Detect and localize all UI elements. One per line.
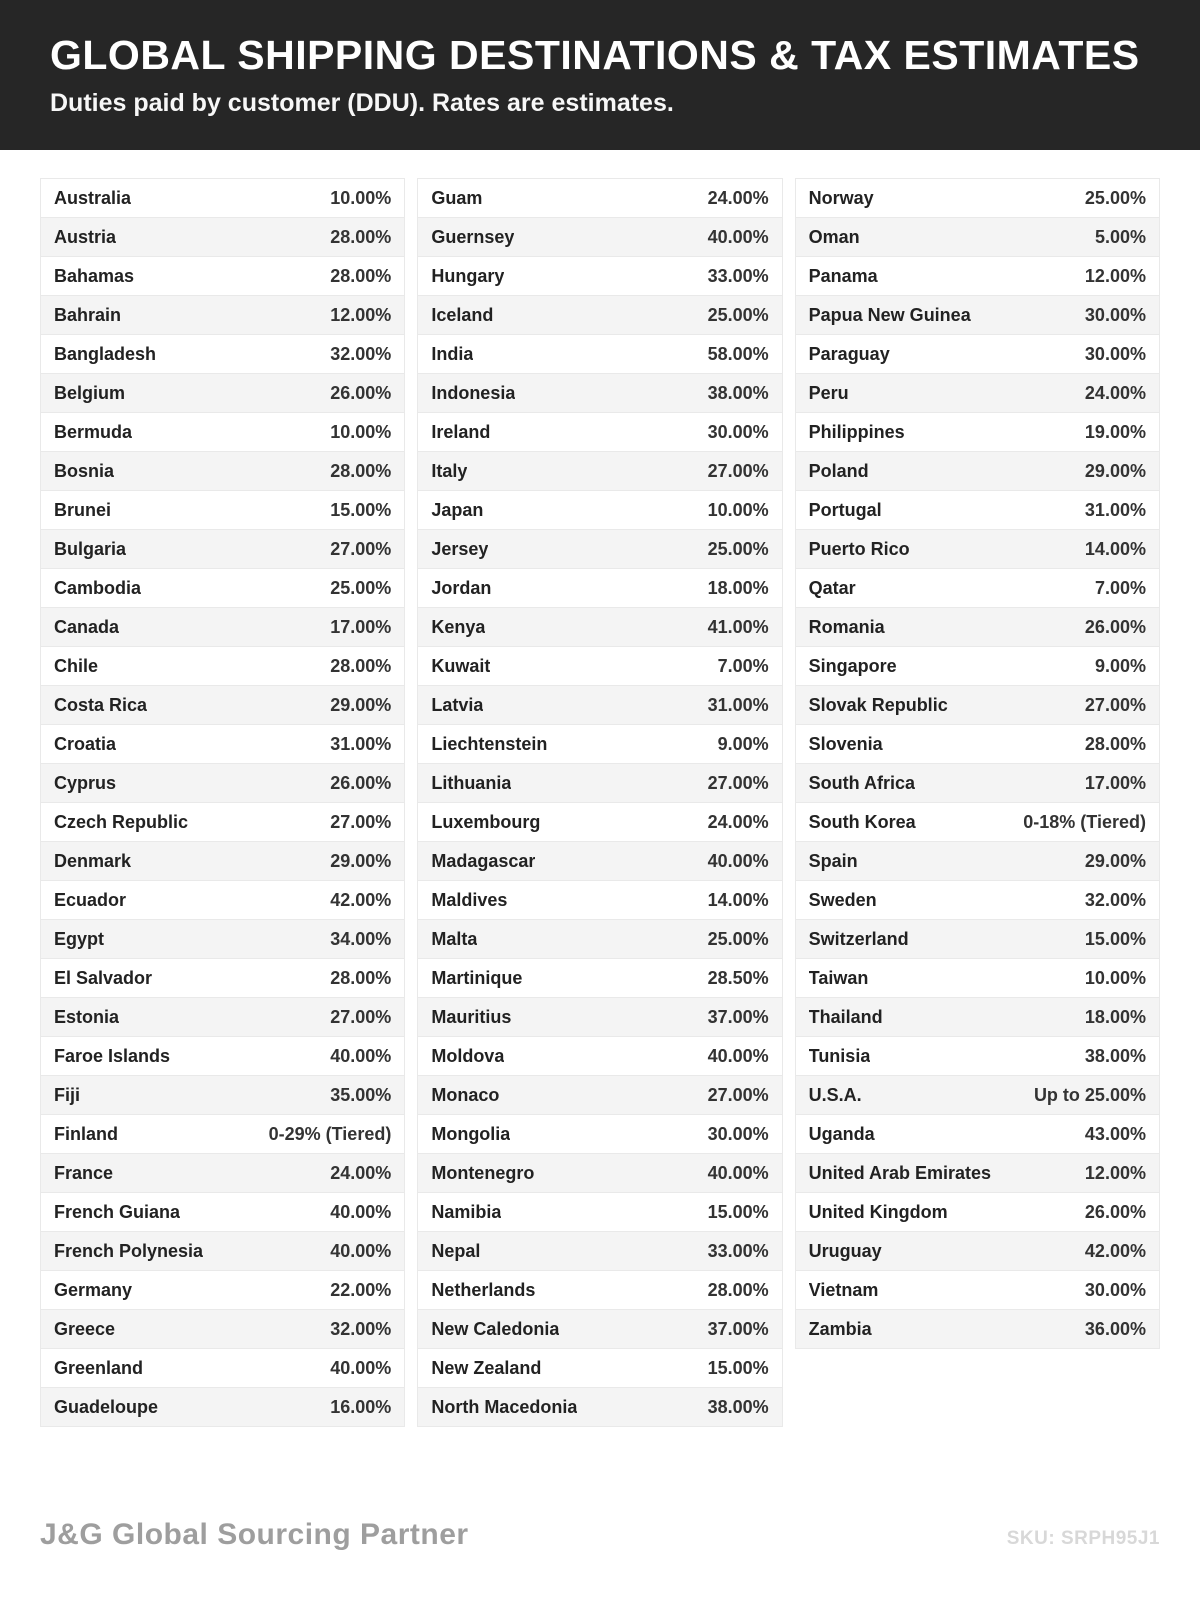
country-name: Uganda bbox=[808, 1123, 875, 1144]
country-name: Namibia bbox=[431, 1201, 502, 1222]
table-row bbox=[40, 529, 405, 569]
tax-rate: 38.00% bbox=[707, 1396, 769, 1417]
table-row bbox=[40, 451, 405, 491]
country-name: Norway bbox=[808, 187, 874, 208]
table-row bbox=[795, 1036, 1160, 1076]
table-row bbox=[40, 1075, 405, 1115]
table-row bbox=[795, 880, 1160, 920]
tax-rate: 12.00% bbox=[330, 304, 392, 325]
table-row bbox=[795, 412, 1160, 452]
table-row bbox=[795, 1075, 1160, 1115]
country-name: Luxembourg bbox=[431, 811, 541, 832]
table-row bbox=[40, 607, 405, 647]
table-row bbox=[795, 685, 1160, 725]
table-row bbox=[417, 334, 782, 374]
tax-rate: 31.00% bbox=[330, 733, 392, 754]
tax-rate: 28.00% bbox=[1084, 733, 1146, 754]
country-name: Bahamas bbox=[54, 265, 135, 286]
table-row bbox=[40, 1387, 405, 1427]
table-row bbox=[417, 724, 782, 764]
table-row bbox=[417, 373, 782, 413]
tax-rate: 10.00% bbox=[330, 187, 392, 208]
tax-rate: 27.00% bbox=[707, 460, 769, 481]
tax-rate: 15.00% bbox=[1084, 928, 1146, 949]
tax-rate: 32.00% bbox=[330, 343, 392, 364]
table-row bbox=[40, 490, 405, 530]
country-name: Estonia bbox=[54, 1006, 120, 1027]
country-name: Paraguay bbox=[808, 343, 890, 364]
tax-rate: 26.00% bbox=[330, 382, 392, 403]
tax-rate: 33.00% bbox=[707, 1240, 769, 1261]
table-row bbox=[795, 178, 1160, 218]
table-row bbox=[417, 451, 782, 491]
table-row bbox=[40, 1036, 405, 1076]
country-name: Mongolia bbox=[431, 1123, 511, 1144]
tax-rate: 26.00% bbox=[330, 772, 392, 793]
table-row bbox=[417, 958, 782, 998]
country-name: Romania bbox=[808, 616, 885, 637]
tax-rate: 22.00% bbox=[330, 1279, 392, 1300]
tax-rate: 9.00% bbox=[717, 733, 769, 754]
tax-rate: 28.00% bbox=[707, 1279, 769, 1300]
country-name: United Kingdom bbox=[808, 1201, 948, 1222]
table-row bbox=[795, 1231, 1160, 1271]
country-name: French Polynesia bbox=[54, 1240, 204, 1261]
table-row bbox=[40, 412, 405, 452]
table-row bbox=[40, 256, 405, 296]
country-name: Iceland bbox=[431, 304, 494, 325]
table-row bbox=[417, 997, 782, 1037]
country-name: Sweden bbox=[808, 889, 877, 910]
country-name: Jordan bbox=[431, 577, 492, 598]
tax-rate: 30.00% bbox=[707, 421, 769, 442]
table-row bbox=[795, 802, 1160, 842]
tax-rate: 27.00% bbox=[1084, 694, 1146, 715]
table-row bbox=[40, 373, 405, 413]
tax-rate: 36.00% bbox=[1084, 1318, 1146, 1339]
country-name: Peru bbox=[808, 382, 849, 403]
table-row bbox=[417, 412, 782, 452]
tax-rate: 0-18% (Tiered) bbox=[1023, 811, 1146, 832]
country-name: Switzerland bbox=[808, 928, 909, 949]
table-row bbox=[795, 295, 1160, 335]
tax-rate: 28.00% bbox=[330, 265, 392, 286]
country-name: Papua New Guinea bbox=[808, 304, 971, 325]
tax-rate: 18.00% bbox=[1084, 1006, 1146, 1027]
table-row bbox=[795, 724, 1160, 764]
country-name: North Macedonia bbox=[431, 1396, 578, 1417]
tax-rate: 40.00% bbox=[330, 1240, 392, 1261]
tax-rate: 29.00% bbox=[330, 850, 392, 871]
tax-rate: 14.00% bbox=[1084, 538, 1146, 559]
table-row bbox=[417, 178, 782, 218]
tax-rate: 14.00% bbox=[707, 889, 769, 910]
country-name: Hungary bbox=[431, 265, 505, 286]
tax-rate: 24.00% bbox=[707, 187, 769, 208]
tax-rate: 42.00% bbox=[1084, 1240, 1146, 1261]
rates-table bbox=[40, 178, 1160, 1427]
rates-column-2 bbox=[417, 178, 782, 1427]
country-name: Liechtenstein bbox=[431, 733, 548, 754]
country-name: Kenya bbox=[431, 616, 486, 637]
country-name: Egypt bbox=[54, 928, 105, 949]
table-row bbox=[417, 1270, 782, 1310]
country-name: Guam bbox=[431, 187, 483, 208]
tax-rate: 28.00% bbox=[330, 226, 392, 247]
table-row bbox=[40, 763, 405, 803]
tax-rate: 18.00% bbox=[707, 577, 769, 598]
country-name: Greenland bbox=[54, 1357, 144, 1378]
table-row bbox=[795, 646, 1160, 686]
tax-rate: 28.00% bbox=[330, 967, 392, 988]
table-row bbox=[795, 256, 1160, 296]
table-row bbox=[795, 919, 1160, 959]
table-row bbox=[417, 880, 782, 920]
tax-rate: 0-29% (Tiered) bbox=[268, 1123, 392, 1144]
tax-rate: 15.00% bbox=[330, 499, 392, 520]
table-row bbox=[417, 568, 782, 608]
country-name: Tunisia bbox=[808, 1045, 871, 1066]
tax-rate: 25.00% bbox=[707, 538, 769, 559]
country-name: Denmark bbox=[54, 850, 132, 871]
tax-rate: 12.00% bbox=[1084, 1162, 1146, 1183]
tax-rate: 40.00% bbox=[707, 850, 769, 871]
tax-rate: 31.00% bbox=[707, 694, 769, 715]
table-row bbox=[795, 1309, 1160, 1349]
table-row bbox=[795, 568, 1160, 608]
table-row bbox=[417, 1309, 782, 1349]
table-row bbox=[795, 763, 1160, 803]
tax-rate: 40.00% bbox=[707, 1162, 769, 1183]
table-row bbox=[40, 334, 405, 374]
table-row bbox=[40, 1309, 405, 1349]
country-name: Belgium bbox=[54, 382, 126, 403]
table-row bbox=[417, 763, 782, 803]
tax-rate: 5.00% bbox=[1094, 226, 1146, 247]
tax-rate: 25.00% bbox=[1084, 187, 1146, 208]
table-row bbox=[795, 1153, 1160, 1193]
tax-rate: 12.00% bbox=[1084, 265, 1146, 286]
tax-rate: 26.00% bbox=[1084, 1201, 1146, 1222]
table-row bbox=[417, 1348, 782, 1388]
tax-rate: 15.00% bbox=[707, 1357, 769, 1378]
country-name: Lithuania bbox=[431, 772, 512, 793]
table-row bbox=[795, 217, 1160, 257]
country-name: Mauritius bbox=[431, 1006, 512, 1027]
country-name: Slovak Republic bbox=[808, 694, 948, 715]
tax-rate: 30.00% bbox=[1084, 1279, 1146, 1300]
country-name: Nepal bbox=[431, 1240, 481, 1261]
brand-text: J&G Global Sourcing Partner bbox=[40, 1518, 469, 1551]
tax-rate: 10.00% bbox=[330, 421, 392, 442]
table-row bbox=[417, 841, 782, 881]
tax-rate: 27.00% bbox=[330, 811, 392, 832]
tax-rate: 30.00% bbox=[1084, 304, 1146, 325]
country-name: Chile bbox=[54, 655, 99, 676]
table-row bbox=[40, 841, 405, 881]
table-row bbox=[40, 1270, 405, 1310]
tax-rate: 25.00% bbox=[707, 304, 769, 325]
tax-rate: 42.00% bbox=[330, 889, 392, 910]
country-name: Panama bbox=[808, 265, 878, 286]
country-name: Monaco bbox=[431, 1084, 500, 1105]
table-row bbox=[417, 1192, 782, 1232]
country-name: Czech Republic bbox=[54, 811, 189, 832]
country-name: Ecuador bbox=[54, 889, 127, 910]
rates-column-3 bbox=[795, 178, 1160, 1349]
country-name: Moldova bbox=[431, 1045, 505, 1066]
tax-rate: 27.00% bbox=[330, 1006, 392, 1027]
country-name: Germany bbox=[54, 1279, 133, 1300]
table-row bbox=[417, 685, 782, 725]
country-name: El Salvador bbox=[54, 967, 153, 988]
country-name: Vietnam bbox=[808, 1279, 879, 1300]
country-name: Singapore bbox=[808, 655, 897, 676]
tax-rate: 17.00% bbox=[330, 616, 392, 637]
table-row bbox=[417, 802, 782, 842]
country-name: Zambia bbox=[808, 1318, 872, 1339]
table-row bbox=[795, 997, 1160, 1037]
rates-column-1 bbox=[40, 178, 405, 1427]
country-name: Netherlands bbox=[431, 1279, 536, 1300]
table-row bbox=[40, 997, 405, 1037]
footer bbox=[40, 1518, 1160, 1552]
tax-rate: 38.00% bbox=[1084, 1045, 1146, 1066]
country-name: Fiji bbox=[54, 1084, 80, 1105]
tax-rate: 17.00% bbox=[1084, 772, 1146, 793]
country-name: Australia bbox=[54, 187, 132, 208]
tax-rate: 25.00% bbox=[330, 577, 392, 598]
tax-rate: 37.00% bbox=[707, 1318, 769, 1339]
country-name: South Africa bbox=[808, 772, 915, 793]
tax-rate: 27.00% bbox=[707, 772, 769, 793]
country-name: Maldives bbox=[431, 889, 508, 910]
tax-rate: 40.00% bbox=[707, 1045, 769, 1066]
country-name: India bbox=[431, 343, 474, 364]
country-name: Japan bbox=[431, 499, 484, 520]
country-name: Oman bbox=[808, 226, 860, 247]
country-name: New Zealand bbox=[431, 1357, 542, 1378]
table-row bbox=[417, 490, 782, 530]
country-name: Malta bbox=[431, 928, 478, 949]
country-name: Philippines bbox=[808, 421, 905, 442]
country-name: New Caledonia bbox=[431, 1318, 560, 1339]
table-row bbox=[40, 295, 405, 335]
table-row bbox=[417, 295, 782, 335]
country-name: Martinique bbox=[431, 967, 523, 988]
tax-rate: 32.00% bbox=[1084, 889, 1146, 910]
tax-rate: 27.00% bbox=[330, 538, 392, 559]
tax-rate: 37.00% bbox=[707, 1006, 769, 1027]
tax-rate: 29.00% bbox=[1084, 850, 1146, 871]
table-row bbox=[417, 1387, 782, 1427]
table-row bbox=[40, 1114, 405, 1154]
table-row bbox=[40, 217, 405, 257]
country-name: Slovenia bbox=[808, 733, 883, 754]
tax-rate: 7.00% bbox=[1094, 577, 1146, 598]
country-name: Indonesia bbox=[431, 382, 516, 403]
table-row bbox=[795, 373, 1160, 413]
table-row bbox=[40, 1231, 405, 1271]
country-name: Jersey bbox=[431, 538, 489, 559]
country-name: Montenegro bbox=[431, 1162, 535, 1183]
table-row bbox=[795, 607, 1160, 647]
table-row bbox=[40, 958, 405, 998]
table-row bbox=[40, 1153, 405, 1193]
tax-rate: 9.00% bbox=[1094, 655, 1146, 676]
table-row bbox=[417, 646, 782, 686]
table-row bbox=[417, 1075, 782, 1115]
country-name: United Arab Emirates bbox=[808, 1162, 992, 1183]
country-name: France bbox=[54, 1162, 114, 1183]
country-name: Brunei bbox=[54, 499, 112, 520]
table-row bbox=[417, 607, 782, 647]
tax-rate: 33.00% bbox=[707, 265, 769, 286]
table-row bbox=[417, 217, 782, 257]
tax-rate: 10.00% bbox=[1084, 967, 1146, 988]
tax-rate: 40.00% bbox=[330, 1045, 392, 1066]
country-name: Guadeloupe bbox=[54, 1396, 159, 1417]
tax-rate: 24.00% bbox=[707, 811, 769, 832]
country-name: Faroe Islands bbox=[54, 1045, 171, 1066]
table-row bbox=[795, 958, 1160, 998]
tax-rate: 16.00% bbox=[330, 1396, 392, 1417]
tax-rate: 26.00% bbox=[1084, 616, 1146, 637]
country-name: Bosnia bbox=[54, 460, 115, 481]
table-row bbox=[795, 1270, 1160, 1310]
tax-rate: 43.00% bbox=[1084, 1123, 1146, 1144]
table-row bbox=[40, 919, 405, 959]
table-row bbox=[40, 568, 405, 608]
tax-rate: 24.00% bbox=[1084, 382, 1146, 403]
table-row bbox=[417, 919, 782, 959]
tax-rate: 40.00% bbox=[707, 226, 769, 247]
country-name: Kuwait bbox=[431, 655, 491, 676]
country-name: Croatia bbox=[54, 733, 117, 754]
table-row bbox=[795, 841, 1160, 881]
country-name: French Guiana bbox=[54, 1201, 181, 1222]
country-name: Austria bbox=[54, 226, 117, 247]
country-name: Thailand bbox=[808, 1006, 883, 1027]
tax-rate: 28.00% bbox=[330, 460, 392, 481]
tax-rate: 58.00% bbox=[707, 343, 769, 364]
country-name: Guernsey bbox=[431, 226, 515, 247]
country-name: South Korea bbox=[808, 811, 916, 832]
table-row bbox=[40, 1192, 405, 1232]
tax-rate: 30.00% bbox=[1084, 343, 1146, 364]
country-name: Latvia bbox=[431, 694, 484, 715]
table-row bbox=[795, 490, 1160, 530]
table-row bbox=[40, 880, 405, 920]
table-row bbox=[795, 529, 1160, 569]
country-name: Greece bbox=[54, 1318, 116, 1339]
country-name: Costa Rica bbox=[54, 694, 148, 715]
tax-rate: 19.00% bbox=[1084, 421, 1146, 442]
tax-rate: 28.50% bbox=[707, 967, 769, 988]
tax-rate: 10.00% bbox=[707, 499, 769, 520]
tax-rate: 32.00% bbox=[330, 1318, 392, 1339]
table-row bbox=[795, 1192, 1160, 1232]
tax-rate: 38.00% bbox=[707, 382, 769, 403]
table-row bbox=[40, 1348, 405, 1388]
country-name: Spain bbox=[808, 850, 858, 871]
country-name: Portugal bbox=[808, 499, 882, 520]
country-name: Bermuda bbox=[54, 421, 133, 442]
country-name: Poland bbox=[808, 460, 869, 481]
country-name: Cambodia bbox=[54, 577, 142, 598]
tax-rate: 7.00% bbox=[717, 655, 769, 676]
country-name: Taiwan bbox=[808, 967, 869, 988]
country-name: Madagascar bbox=[431, 850, 536, 871]
country-name: Finland bbox=[54, 1123, 118, 1144]
table-row bbox=[795, 1114, 1160, 1154]
tax-rate: 41.00% bbox=[707, 616, 769, 637]
table-row bbox=[417, 529, 782, 569]
header bbox=[0, 0, 1200, 150]
page-subtitle: Duties paid by customer (DDU). Rates are estimates. bbox=[50, 89, 674, 117]
tax-rate: 29.00% bbox=[1084, 460, 1146, 481]
tax-rate: 40.00% bbox=[330, 1201, 392, 1222]
country-name: Bangladesh bbox=[54, 343, 157, 364]
country-name: Italy bbox=[431, 460, 468, 481]
country-name: Bulgaria bbox=[54, 538, 127, 559]
tax-rate: 29.00% bbox=[330, 694, 392, 715]
tax-rate: 31.00% bbox=[1084, 499, 1146, 520]
tax-rate: 25.00% bbox=[707, 928, 769, 949]
table-row bbox=[795, 334, 1160, 374]
tax-rate: 35.00% bbox=[330, 1084, 392, 1105]
table-row bbox=[40, 724, 405, 764]
country-name: Cyprus bbox=[54, 772, 117, 793]
table-row bbox=[417, 256, 782, 296]
country-name: U.S.A. bbox=[808, 1084, 862, 1105]
table-row bbox=[417, 1153, 782, 1193]
sku-text: SKU: SRPH95J1 bbox=[1006, 1528, 1160, 1549]
table-row bbox=[40, 646, 405, 686]
table-row bbox=[417, 1036, 782, 1076]
tax-rate: Up to 25.00% bbox=[1033, 1084, 1146, 1105]
country-name: Uruguay bbox=[808, 1240, 882, 1261]
tax-rate: 24.00% bbox=[330, 1162, 392, 1183]
tax-rate: 15.00% bbox=[707, 1201, 769, 1222]
table-row bbox=[40, 178, 405, 218]
table-row bbox=[795, 451, 1160, 491]
tax-rate: 28.00% bbox=[330, 655, 392, 676]
tax-rate: 30.00% bbox=[707, 1123, 769, 1144]
country-name: Ireland bbox=[431, 421, 491, 442]
country-name: Qatar bbox=[808, 577, 856, 598]
tax-rate: 27.00% bbox=[707, 1084, 769, 1105]
country-name: Puerto Rico bbox=[808, 538, 910, 559]
table-row bbox=[40, 802, 405, 842]
tax-rate: 34.00% bbox=[330, 928, 392, 949]
country-name: Canada bbox=[54, 616, 120, 637]
table-row bbox=[417, 1231, 782, 1271]
table-row bbox=[40, 685, 405, 725]
table-row bbox=[417, 1114, 782, 1154]
country-name: Bahrain bbox=[54, 304, 122, 325]
page-title: GLOBAL SHIPPING DESTINATIONS & TAX ESTIMATES bbox=[50, 32, 1140, 78]
tax-rate: 40.00% bbox=[330, 1357, 392, 1378]
